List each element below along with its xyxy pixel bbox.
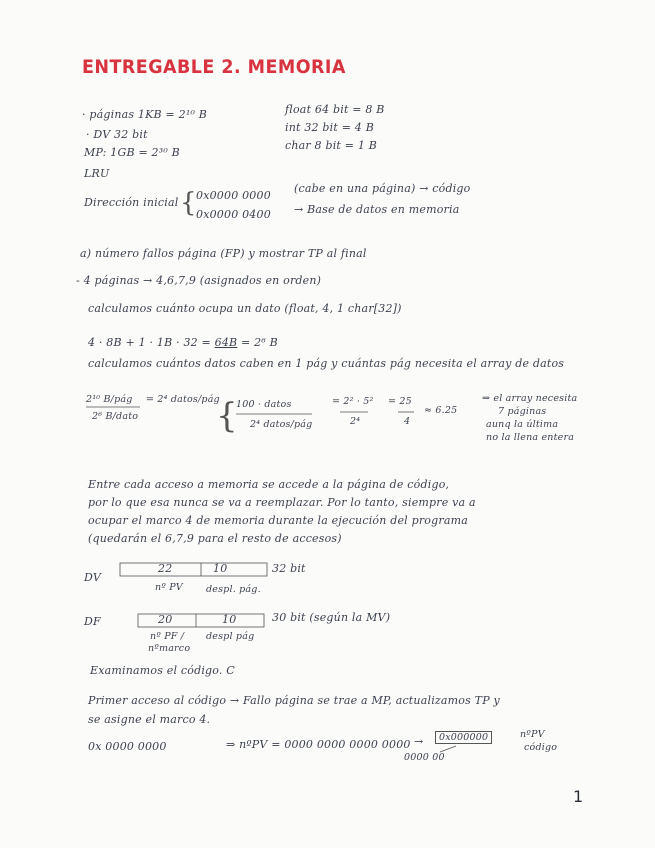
last-codigo: código — [524, 742, 558, 753]
frac3-denominator: 2⁴ — [350, 416, 361, 427]
access-line-2: se asigne el marco 4. — [88, 713, 211, 726]
paragraph-line-4: (quedarán el 6,7,9 para el resto de accesos) — [88, 532, 342, 545]
brace: { — [180, 188, 197, 218]
spec-lru: LRU — [84, 167, 110, 180]
frac2-denominator: 2⁴ datos/pág — [250, 419, 313, 430]
dv-field-2: 10 — [213, 562, 228, 575]
dv-field-1: 22 — [158, 562, 173, 575]
dv-label-npv: nº PV — [155, 582, 183, 593]
df-box — [138, 614, 264, 627]
conclusion-1: ⇒ el array necesita — [482, 393, 578, 404]
spec-int: int 32 bit = 4 B — [285, 121, 374, 134]
frac4-denominator: 4 — [404, 416, 411, 427]
spec-mp: MP: 1GB = 2³⁰ B — [84, 146, 180, 159]
access-line-1: Primer acceso al código → Fallo página se trae a MP, actualizamos TP y — [88, 694, 500, 707]
spec-dv: · DV 32 bit — [86, 128, 148, 141]
frac2-numerator: 100 · datos — [236, 399, 292, 410]
df-label: DF — [84, 615, 101, 628]
last-box: 0x000000 — [435, 731, 492, 744]
conclusion-4: no la llena entera — [486, 432, 575, 443]
paragraph-line-3: ocupar el marco 4 de memoria durante la ejecución del programa — [88, 514, 468, 527]
df-field-2: 10 — [222, 613, 237, 626]
frac3: = 2² · 5² — [332, 396, 374, 407]
df-field-1: 20 — [158, 613, 173, 626]
conclusion-3: aunq la última — [486, 419, 559, 430]
page-number: 1 — [573, 787, 584, 806]
spec-char: char 8 bit = 1 B — [285, 139, 378, 152]
dv-label: DV — [84, 571, 101, 584]
calc2-intro: calculamos cuántos datos caben en 1 pág y cuántas pág necesita el array de datos — [88, 357, 565, 370]
calc1-end: = 2⁶ B — [237, 336, 278, 349]
dv-bits: 32 bit — [272, 562, 306, 575]
calc1-result: 64B — [214, 336, 238, 349]
df-label-npf: nº PF / — [150, 631, 185, 642]
brace-2: { — [216, 396, 238, 436]
direccion-note-1: (cabe en una página) → código — [294, 182, 471, 195]
direccion-addr-2: 0x0000 0400 — [196, 208, 271, 221]
paragraph-line-1: Entre cada acceso a memoria se accede a la página de código, — [88, 478, 450, 491]
arrow-icon: → — [414, 735, 424, 748]
direccion-label: Dirección inicial — [84, 196, 179, 209]
last-npv-label: nºPV — [520, 729, 545, 740]
direccion-addr-1: 0x0000 0000 — [196, 189, 271, 202]
spec-float: float 64 bit = 8 B — [285, 103, 385, 116]
frac1-numerator: 2¹⁰ B/pág — [86, 394, 133, 405]
dv-label-despl: despl. pág. — [206, 584, 261, 595]
df-label-nmarco: nºmarco — [148, 643, 191, 654]
exam-code: Examinamos el código. C — [90, 664, 235, 677]
calc1-intro: calculamos cuánto ocupa un dato (float, 4, 1 char[32]) — [88, 302, 402, 315]
df-label-despl: despl pág — [206, 631, 255, 642]
part-a-pages: - 4 páginas → 4,6,7,9 (asignados en orden) — [76, 274, 322, 287]
last-addr: 0x 0000 0000 — [88, 740, 167, 753]
frac1-denominator: 2⁶ B/dato — [92, 411, 139, 422]
calc1-expr: 4 · 8B + 1 · 1B · 32 = — [88, 336, 215, 349]
direccion-note-2: → Base de datos en memoria — [294, 203, 460, 216]
paragraph-line-2: por lo que esa nunca se va a reemplazar. Por lo tanto, siempre va a — [88, 496, 476, 509]
dv-box — [120, 563, 267, 576]
df-bits: 30 bit (según la MV) — [272, 611, 391, 624]
page-title: ENTREGABLE 2. MEMORIA — [82, 56, 346, 78]
approx: ≈ 6.25 — [424, 405, 458, 416]
sub-arrow — [440, 746, 456, 752]
spec-pages: · páginas 1KB = 2¹⁰ B — [82, 108, 208, 121]
part-a-heading: a) número fallos página (FP) y mostrar TP al final — [80, 247, 367, 260]
frac1-mid: = 2⁴ datos/pág — [146, 394, 220, 405]
last-sub: 0000 00 — [404, 752, 445, 763]
conclusion-2: 7 páginas — [498, 406, 547, 417]
last-npv: ⇒ nºPV = 0000 0000 0000 0000 — [226, 738, 411, 751]
frac4: = 25 — [388, 396, 412, 407]
